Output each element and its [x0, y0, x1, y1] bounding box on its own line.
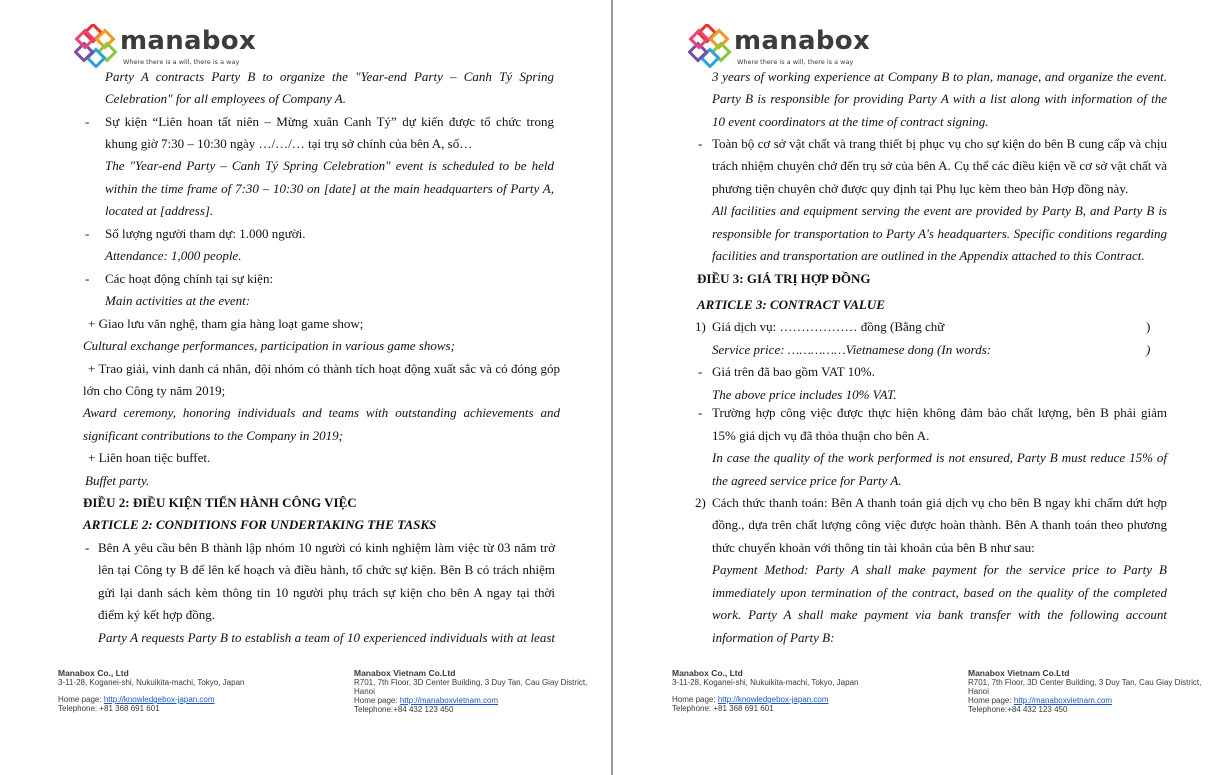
text-line: responsible for transportation to Party A's headquarters. Specific conditions regarding	[712, 226, 1167, 241]
text-line: khung giờ 7:30 – 10:30 ngày …/…/… tại trụ sở chính của bên A, số…	[105, 136, 473, 151]
home-page-link[interactable]: http://knowledgebox-japan.com	[717, 695, 829, 704]
company-address-city: Hanoi	[354, 687, 375, 696]
home-page-label: Home page:	[968, 696, 1014, 705]
home-page-link[interactable]: http://manaboxvietnam.com	[399, 696, 499, 705]
text-line: 15% giá dịch vụ đã thỏa thuận cho bên A.	[712, 428, 930, 443]
bullet-dash: -	[698, 405, 703, 420]
footer-company-vietnam	[354, 669, 587, 714]
bullet-dash: -	[85, 540, 90, 555]
text-line: information of Party B:	[712, 630, 835, 645]
company-telephone: Telephone:+84 432 123 450	[354, 705, 454, 714]
article-heading: ĐIỀU 2: ĐIỀU KIỆN TIẾN HÀNH CÔNG VIỆC	[83, 495, 357, 510]
footer-company-japan	[58, 669, 244, 713]
text-line: facilities and transportation are outlined in the Appendix attached to this Contract.	[712, 248, 1145, 263]
company-telephone: Telephone: +81 368 691 601	[58, 704, 160, 713]
text-line: phương tiện chuyên chở được quy định tại Phụ lục kèm theo bản Hợp đồng này.	[712, 181, 1129, 196]
bullet-dash: -	[85, 114, 90, 129]
bullet-dash: -	[85, 271, 90, 286]
text-line: Award ceremony, honoring individuals and teams with outstanding achievements and	[83, 405, 560, 420]
text-line: Toàn bộ cơ sở vật chất và trang thiết bị phục vụ cho sự kiện do bên B cung cấp và chịu	[712, 136, 1167, 151]
company-name: Manabox Co., Ltd	[672, 668, 743, 678]
text-line: )	[1146, 319, 1151, 334]
document-page-left	[0, 0, 611, 775]
text-line: 10 event coordinators at the time of contract signing.	[712, 114, 989, 129]
text-line: Party A requests Party B to establish a team of 10 experienced individuals with at least	[98, 630, 555, 645]
home-page-label: Home page:	[58, 695, 104, 704]
company-telephone: Telephone: +81 368 691 601	[672, 704, 774, 713]
text-line: đồng., dựa trên chất lượng công việc được hoàn thành. Bên A thanh toán theo phương	[712, 517, 1167, 532]
company-address: 3-11-28, Koganei-shi, Nukuikita-machi, Tokyo, Japan	[672, 678, 859, 687]
text-line: Cách thức thanh toán: Bên A thanh toán giá dịch vụ cho bên B ngay khi chấm dứt hợp	[712, 495, 1167, 510]
bullet-dash: -	[698, 364, 703, 379]
text-line: 3 years of working experience at Company B to plan, manage, and organize the event.	[712, 69, 1167, 84]
logo-tagline: Where there is a will, there is a way	[737, 58, 854, 66]
list-number: 2)	[695, 495, 706, 510]
text-line: Attendance: 1,000 people.	[105, 248, 242, 263]
document-page-right	[613, 0, 1223, 775]
text-line: lên tại Công ty B để lên kế hoạch và điều hành, tổ chức sự kiện. Bên B có trách nhiệm	[98, 562, 555, 577]
company-address: R701, 7th Floor, 3D Center Building, 3 Duy Tan, Cau Giay District,	[354, 678, 588, 687]
text-line: điểm ký kết hợp đồng.	[98, 607, 215, 622]
text-line: Số lượng người tham dự: 1.000 người.	[105, 226, 306, 241]
bullet-dash: -	[698, 136, 703, 151]
text-line: trách nhiệm chuyên chở đến trụ sở của bên A. Cụ thể các điều kiện về cơ sở vật chất và	[712, 158, 1167, 173]
text-line: the agreed service price for Party A.	[712, 473, 902, 488]
text-line: + Trao giải, vinh danh cá nhân, đội nhóm có thành tích hoạt động xuất sắc và có đóng góp	[88, 361, 560, 376]
text-line: Bên A yêu cầu bên B thành lập nhóm 10 người có kinh nghiệm làm việc từ 03 năm trở	[98, 540, 555, 555]
footer-company-vietnam	[968, 669, 1201, 714]
company-address-city: Hanoi	[968, 687, 989, 696]
text-line: Party A contracts Party B to organize the "Year-end Party – Canh Tý Spring	[105, 69, 554, 84]
text-line: The above price includes 10% VAT.	[712, 387, 897, 402]
company-name: Manabox Co., Ltd	[58, 668, 129, 678]
footer-company-japan	[672, 669, 858, 713]
article-heading: ARTICLE 2: CONDITIONS FOR UNDERTAKING THE TASKS	[83, 517, 437, 532]
bullet-dash: -	[85, 226, 90, 241]
text-line: Trường hợp công việc được thực hiện không đảm bảo chất lượng, bên B phải giảm	[712, 405, 1167, 420]
text-line: Service price: ……………Vietnamese dong (In words:	[712, 342, 992, 357]
text-line: Payment Method: Party A shall make payment for the service price to Party B	[712, 562, 1167, 577]
text-line: Giá dịch vụ: ……………… đồng (Bằng chữ	[712, 319, 945, 334]
text-line: Main activities at the event:	[105, 293, 251, 308]
text-line: In case the quality of the work performed is not ensured, Party B must reduce 15% of	[712, 450, 1167, 465]
text-line: Sự kiện “Liên hoan tất niên – Mừng xuân Canh Tý” dự kiến được tổ chức trong	[105, 114, 554, 129]
company-address: 3-11-28, Koganei-shi, Nukuikita-machi, Tokyo, Japan	[58, 678, 245, 687]
article-heading: ARTICLE 3: CONTRACT VALUE	[697, 297, 885, 312]
text-line: located at [address].	[105, 203, 214, 218]
manabox-flower-icon	[74, 24, 118, 68]
text-line: Giá trên đã bao gồm VAT 10%.	[712, 364, 875, 379]
text-line: + Liên hoan tiệc buffet.	[88, 450, 211, 465]
home-page-label: Home page:	[354, 696, 400, 705]
text-line: immediately upon termination of the contract, based on the quality of the completed	[712, 585, 1167, 600]
company-telephone: Telephone:+84 432 123 450	[968, 705, 1068, 714]
text-line: within the time frame of 7:30 – 10:30 on [date] at the main headquarters of Party A,	[105, 181, 554, 196]
manabox-logo	[688, 24, 878, 70]
article-heading: ĐIỀU 3: GIÁ TRỊ HỢP ĐỒNG	[697, 271, 871, 286]
text-line: + Giao lưu văn nghệ, tham gia hàng loạt game show;	[88, 316, 364, 331]
logo-tagline: Where there is a will, there is a way	[123, 58, 240, 66]
text-line: work. Party A shall make payment via bank transfer with the following account	[712, 607, 1167, 622]
text-line: lớn cho Công ty năm 2019;	[83, 383, 226, 398]
text-line: )	[1146, 342, 1151, 357]
company-name: Manabox Vietnam Co.Ltd	[354, 668, 456, 678]
text-line: All facilities and equipment serving the event are provided by Party B, and Party B is	[712, 203, 1167, 218]
logo-wordmark: manabox	[734, 26, 871, 56]
text-line: Buffet party.	[85, 473, 150, 488]
logo-wordmark: manabox	[120, 26, 257, 56]
text-line: Các hoạt động chính tại sự kiện:	[105, 271, 274, 286]
text-line: The "Year-end Party – Canh Tý Spring Celebration" event is scheduled to be held	[105, 158, 554, 173]
company-address: R701, 7th Floor, 3D Center Building, 3 Duy Tan, Cau Giay District,	[968, 678, 1202, 687]
manabox-logo	[74, 24, 264, 70]
text-line: Celebration" for all employees of Company A.	[105, 91, 346, 106]
text-line: Party B is responsible for providing Party A with a list along with information of the	[712, 91, 1167, 106]
home-page-label: Home page:	[672, 695, 718, 704]
manabox-flower-icon	[688, 24, 732, 68]
list-number: 1)	[695, 319, 706, 334]
home-page-link[interactable]: http://knowledgebox-japan.com	[103, 695, 215, 704]
home-page-link[interactable]: http://manaboxvietnam.com	[1013, 696, 1113, 705]
text-line: gửi lại danh sách kèm thông tin 10 người phụ trách sự kiện cho bên A ngay tại thời	[98, 585, 555, 600]
company-name: Manabox Vietnam Co.Ltd	[968, 668, 1070, 678]
text-line: significant contributions to the Company in 2019;	[83, 428, 343, 443]
text-line: thức chuyển khoản với thông tin tài khoản của bên B như sau:	[712, 540, 1035, 555]
text-line: Cultural exchange performances, participation in various game shows;	[83, 338, 455, 353]
